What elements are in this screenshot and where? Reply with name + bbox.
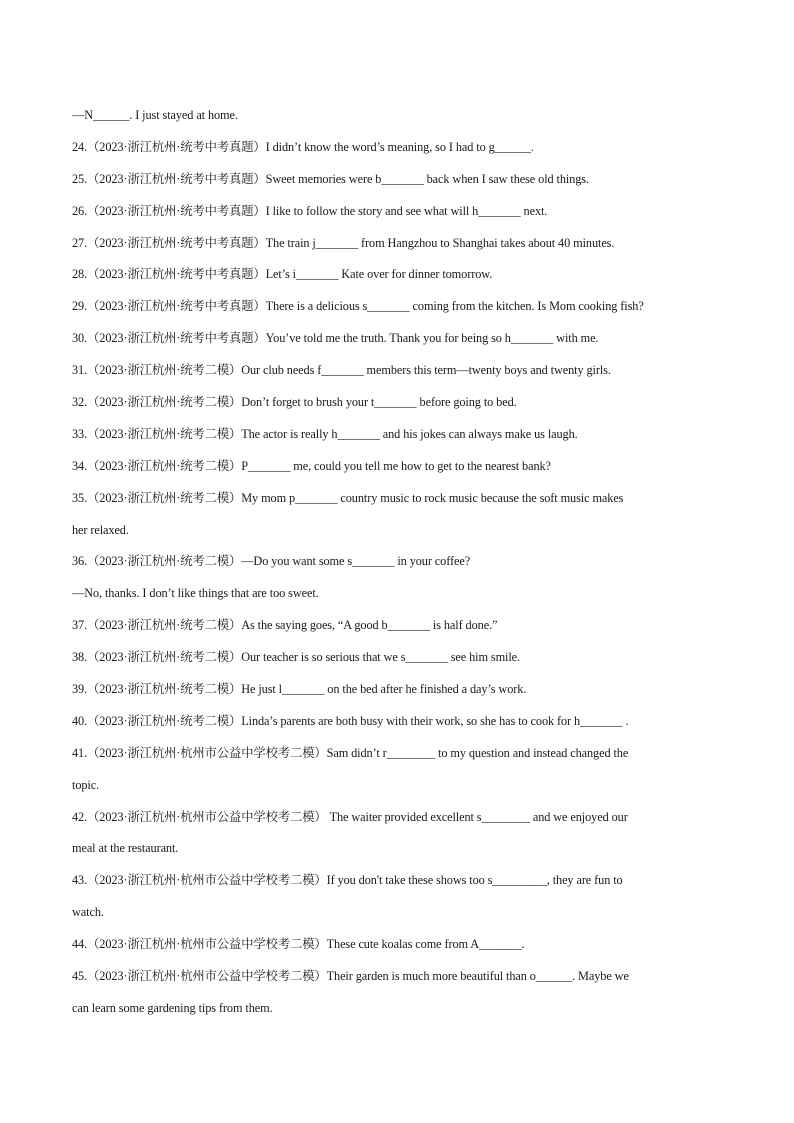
question-29: 29.（2023·浙江杭州·统考中考真题）There is a delicious s_______ coming from the kitchen. Is Mom cooking fish? [72, 299, 644, 314]
question-36: 36.（2023·浙江杭州·统考二模）—Do you want some s_______ in your coffee? [72, 554, 471, 569]
question-37: 37.（2023·浙江杭州·统考二模）As the saying goes, “A good b_______ is half done.” [72, 618, 498, 633]
question-35-continued: her relaxed. [72, 522, 129, 537]
question-28: 28.（2023·浙江杭州·统考中考真题）Let’s i_______ Kate over for dinner tomorrow. [72, 267, 493, 282]
question-40: 40.（2023·浙江杭州·统考二模）Linda’s parents are both busy with their work, so she has to cook for h_______ . [72, 713, 629, 728]
question-43-continued: watch. [72, 905, 104, 920]
question-43: 43.（2023·浙江杭州·杭州市公益中学校考二模）If you don't take these shows too s_________, they are fun to [72, 873, 623, 888]
question-42: 42.（2023·浙江杭州·杭州市公益中学校考二模） The waiter provided excellent s________ and we enjoyed our [72, 809, 628, 824]
question-35: 35.（2023·浙江杭州·统考二模）My mom p_______ country music to rock music because the soft music makes [72, 490, 624, 505]
worksheet-page [72, 100, 728, 1025]
question-32: 32.（2023·浙江杭州·统考二模）Don’t forget to brush your t_______ before going to bed. [72, 395, 517, 410]
question-38: 38.（2023·浙江杭州·统考二模）Our teacher is so serious that we s_______ see him smile. [72, 650, 521, 665]
question-36-reply: —No, thanks. I don’t like things that are too sweet. [72, 586, 319, 601]
question-39: 39.（2023·浙江杭州·统考二模）He just l_______ on the bed after he finished a day’s work. [72, 682, 527, 697]
question-31: 31.（2023·浙江杭州·统考二模）Our club needs f_______ members this term—twenty boys and twenty girls. [72, 363, 611, 378]
question-27: 27.（2023·浙江杭州·统考中考真题）The train j_______ from Hangzhou to Shanghai takes about 40 minutes. [72, 235, 615, 250]
question-45: 45.（2023·浙江杭州·杭州市公益中学校考二模）Their garden is much more beautiful than o______. Maybe we [72, 969, 629, 984]
question-30: 30.（2023·浙江杭州·统考中考真题）You’ve told me the truth. Thank you for being so h_______ with me. [72, 331, 599, 346]
question-45-continued: can learn some gardening tips from them. [72, 1000, 273, 1015]
question-34: 34.（2023·浙江杭州·统考二模）P_______ me, could you tell me how to get to the nearest bank? [72, 458, 551, 473]
question-33: 33.（2023·浙江杭州·统考二模）The actor is really h_______ and his jokes can always make us laugh. [72, 426, 578, 441]
question-42-continued: meal at the restaurant. [72, 841, 179, 856]
question-41-continued: topic. [72, 777, 100, 792]
question-26: 26.（2023·浙江杭州·统考中考真题）I like to follow the story and see what will h_______ next. [72, 203, 548, 218]
question-41: 41.（2023·浙江杭州·杭州市公益中学校考二模）Sam didn’t r________ to my question and instead changed the [72, 745, 629, 760]
answer-line: —N______. I just stayed at home. [72, 108, 238, 122]
question-25: 25.（2023·浙江杭州·统考中考真题）Sweet memories were b_______ back when I saw these old things. [72, 171, 589, 186]
question-24: 24.（2023·浙江杭州·统考中考真题）I didn’t know the word’s meaning, so I had to g______. [72, 139, 534, 154]
question-44: 44.（2023·浙江杭州·杭州市公益中学校考二模）These cute koalas come from A_______. [72, 937, 525, 952]
